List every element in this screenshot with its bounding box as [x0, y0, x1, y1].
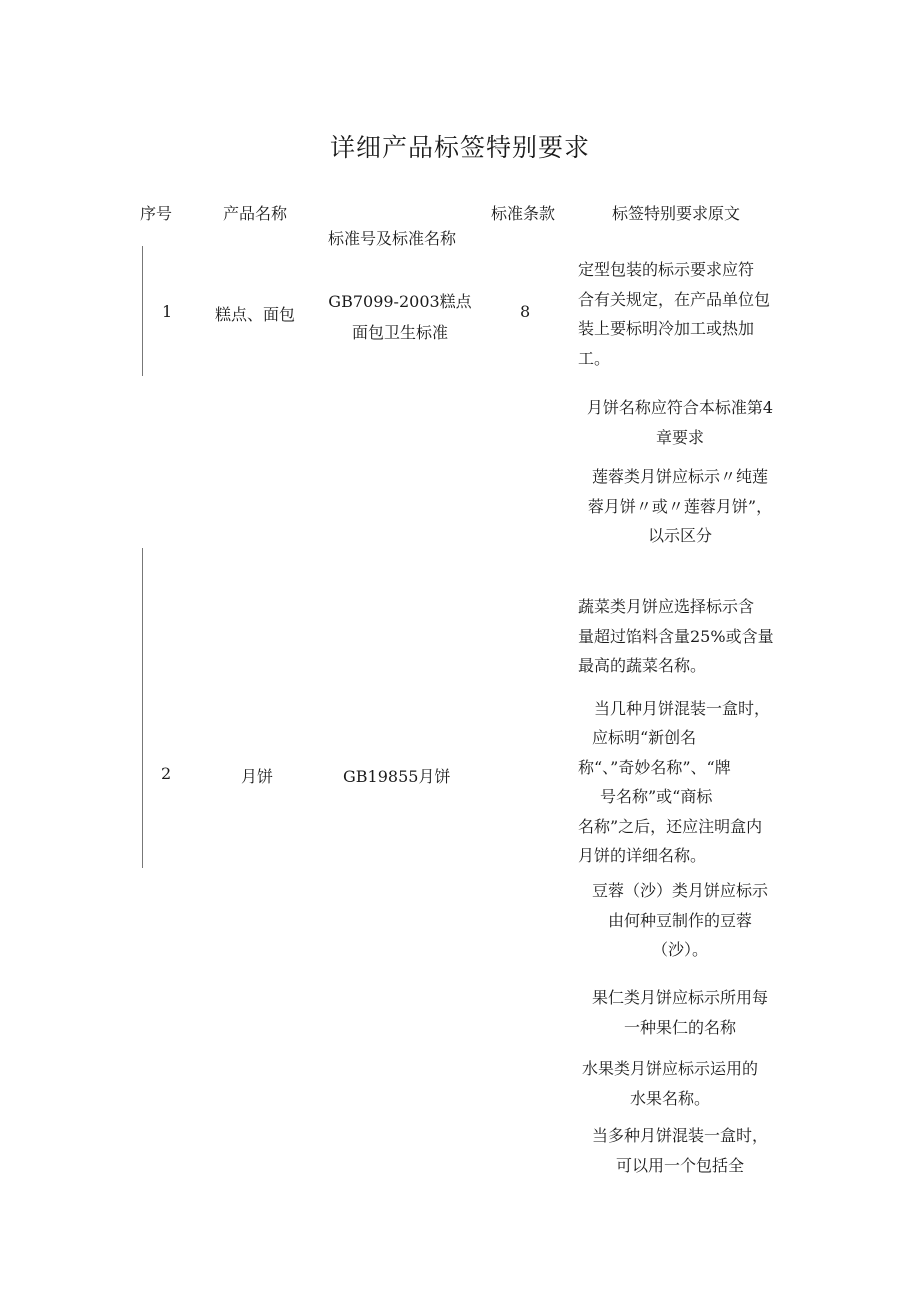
row2-requirement-1 [575, 393, 785, 452]
text-line: 工。 [578, 348, 611, 368]
row2-requirement-2 [575, 462, 785, 551]
row1-product: 糕点、面包 [215, 305, 296, 324]
header-standard: 标准号及标准名称 [328, 229, 457, 248]
text-line: 蓉月饼〃或〃莲蓉月饼”， [587, 496, 773, 516]
row1-standard-line2: 面包卫生标准 [351, 323, 448, 342]
text-line: 水果名称。 [629, 1088, 710, 1108]
row2-requirement-4-line4: 号名称”或“商标 [600, 787, 713, 806]
text-line: 莲蓉类月饼应标示〃纯莲 [591, 467, 768, 486]
header-product: 产品名称 [223, 204, 288, 223]
text-line: 章要求 [655, 427, 704, 447]
row1-standard-line1: GB7099-2003糕点 [328, 292, 472, 311]
row2-product: 月饼 [241, 767, 274, 786]
text-line: 蔬菜类月饼应选择标示含 [578, 597, 755, 616]
row2-requirement-8 [575, 1121, 785, 1180]
row2-requirement-4-line6: 月饼的详细名称。 [578, 846, 707, 865]
text-line: 当多种月饼混装一盒时， [591, 1126, 768, 1145]
row1-clause: 8 [520, 302, 531, 321]
text-line: 果仁类月饼应标示所用每 [591, 988, 768, 1007]
row2-requirement-5 [575, 876, 785, 965]
text-line: 豆蓉（沙）类月饼应标示 [591, 881, 768, 900]
row2-requirement-4-line2: 应标明“新创名 [592, 728, 697, 747]
text-line: 最高的蔬菜名称。 [578, 656, 707, 675]
text-line: 量超过馅料含量25%或含量 [578, 626, 774, 646]
text-line: （沙）。 [651, 940, 708, 959]
row1-seq: 1 [162, 302, 173, 321]
table-left-border-row2 [142, 548, 143, 868]
row2-requirement-4-line3: 称“、”奇妙名称”、“牌 [578, 758, 731, 777]
text-line: 由何种豆制作的豆蓉 [607, 910, 752, 930]
row2-requirement-7 [565, 1054, 775, 1113]
header-clause: 标准条款 [491, 204, 556, 223]
row2-requirement-4-line5: 名称”之后，还应注明盒内 [578, 817, 763, 836]
row2-requirement-4-line1: 当几种月饼混装一盒时， [594, 699, 771, 718]
text-line: 定型包装的标示要求应符 [578, 260, 755, 279]
row1-requirement [578, 255, 770, 373]
text-line: 可以用一个包括全 [615, 1155, 744, 1175]
header-requirement: 标签特别要求原文 [612, 204, 741, 223]
page-title: 详细产品标签特别要求 [329, 133, 590, 162]
text-line: 水果类月饼应标示运用的 [581, 1059, 758, 1078]
table-left-border-row1 [142, 246, 143, 376]
text-line: 合有关规定，在产品单位包 [578, 289, 771, 309]
text-line: 月饼名称应符合本标准第4 [586, 398, 774, 417]
row2-requirement-3 [578, 592, 774, 681]
text-line: 一种果仁的名称 [623, 1017, 736, 1037]
header-seq: 序号 [140, 204, 173, 223]
row2-seq: 2 [161, 764, 172, 783]
text-line: 以示区分 [647, 526, 712, 545]
row2-requirement-6 [575, 983, 785, 1042]
row2-standard: GB19855月饼 [343, 767, 451, 786]
text-line: 装上要标明冷加工或热加 [578, 319, 755, 338]
